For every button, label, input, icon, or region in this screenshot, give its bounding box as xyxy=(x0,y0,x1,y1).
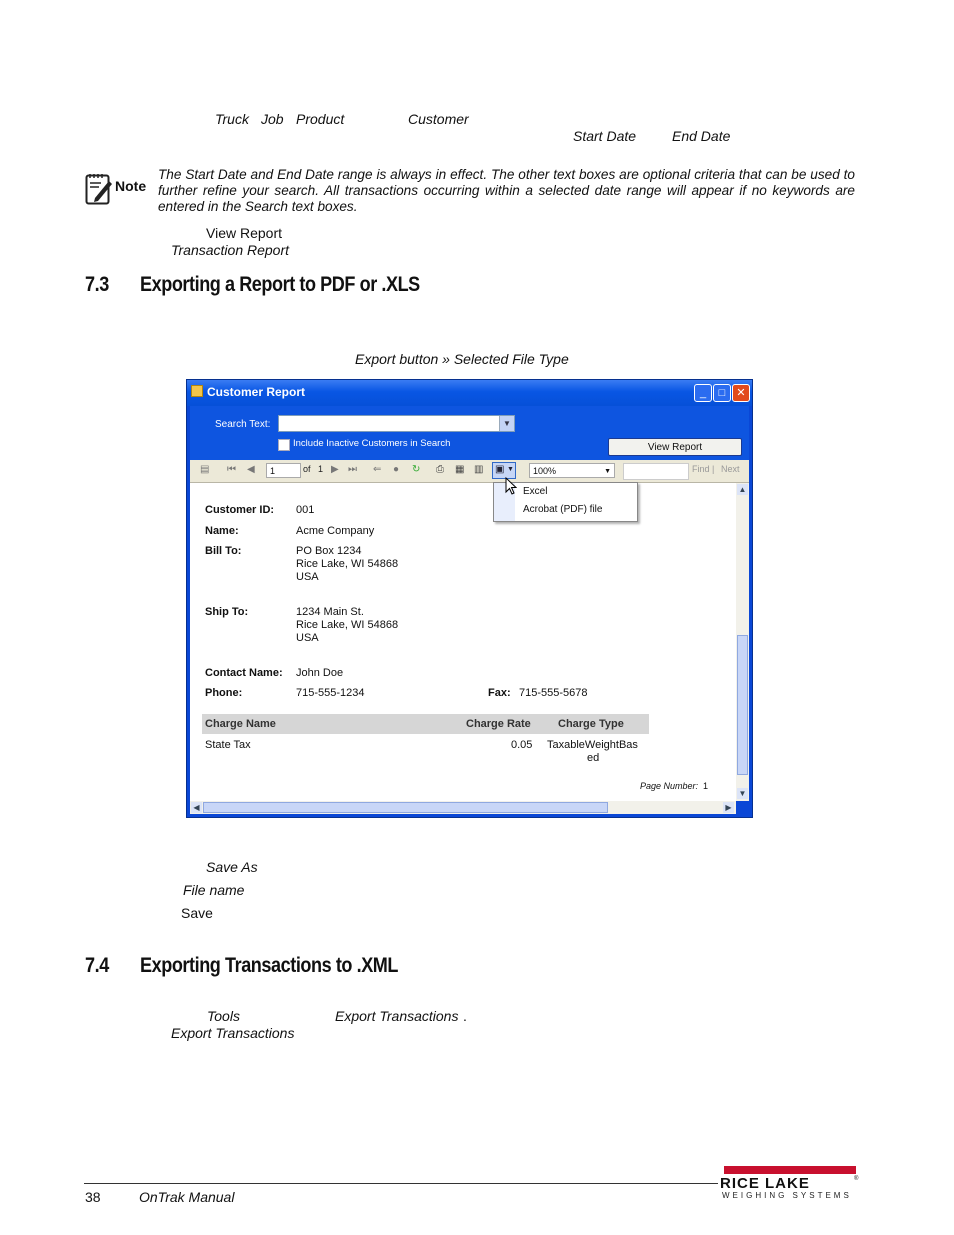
figure-caption: Export button » Selected File Type xyxy=(355,351,569,367)
scroll-right-icon[interactable]: ▶ xyxy=(723,802,734,813)
charge-rate-header: Charge Rate xyxy=(466,718,531,730)
maximize-icon[interactable]: □ xyxy=(713,384,731,402)
export-transactions-text: Export Transactions xyxy=(335,1008,459,1024)
back-icon[interactable]: ⇐ xyxy=(373,464,382,475)
charge-type-cell: TaxableWeightBas xyxy=(547,739,638,751)
tools-text: Tools xyxy=(207,1008,240,1024)
bill-to-line: PO Box 1234 xyxy=(296,545,362,557)
scroll-up-icon[interactable]: ▲ xyxy=(738,485,747,494)
footer-rule xyxy=(84,1183,718,1184)
report-content xyxy=(190,483,736,801)
ship-to-line: USA xyxy=(296,632,319,644)
bill-to-line: Rice Lake, WI 54868 xyxy=(296,558,399,570)
charge-name-header: Charge Name xyxy=(205,718,276,730)
phone-label: Phone: xyxy=(205,687,243,699)
ship-to-line: Rice Lake, WI 54868 xyxy=(296,619,399,631)
find-link[interactable]: Find xyxy=(692,464,710,474)
note-label: Note xyxy=(115,178,147,194)
customer-id-label: Customer ID: xyxy=(205,504,275,516)
start-date-text: Start Date xyxy=(573,128,637,144)
ship-to-label: Ship To: xyxy=(205,606,249,618)
vertical-scroll-thumb[interactable] xyxy=(737,635,748,775)
bill-to-label: Bill To: xyxy=(205,545,242,557)
page-number: 38 xyxy=(85,1189,101,1205)
logo-bar xyxy=(724,1166,856,1174)
save-text: Save xyxy=(181,905,213,921)
vertical-scrollbar[interactable] xyxy=(736,483,749,801)
page-setup-icon[interactable]: ▥ xyxy=(474,464,484,475)
section-7-3-number: 7.3 xyxy=(85,273,109,296)
report-toolbar xyxy=(190,460,749,483)
product-text: Product xyxy=(296,111,345,127)
charge-name-cell: State Tax xyxy=(205,739,251,751)
charge-type-header: Charge Type xyxy=(558,718,624,730)
section-7-4-title: Exporting Transactions to .XML xyxy=(140,954,399,977)
contact-name-value: John Doe xyxy=(296,667,344,679)
title-bar[interactable] xyxy=(187,380,752,406)
view-report-text: View Report xyxy=(206,225,283,241)
search-text-label: Search Text: xyxy=(215,419,271,430)
page-of-label: of xyxy=(303,464,311,474)
name-label: Name: xyxy=(205,525,239,537)
customer-text: Customer xyxy=(408,111,469,127)
zoom-value: 100% xyxy=(533,466,557,476)
chevron-down-icon[interactable]: ▼ xyxy=(499,416,514,431)
next-page-icon[interactable]: ▶ xyxy=(331,464,339,475)
horizontal-scroll-thumb[interactable] xyxy=(203,802,608,813)
include-inactive-checkbox[interactable] xyxy=(278,439,290,451)
view-report-button[interactable]: View Report xyxy=(608,438,742,456)
previous-page-icon[interactable]: ◀ xyxy=(247,464,255,475)
transaction-report-text: Transaction Report xyxy=(171,242,290,258)
chevron-down-icon[interactable]: ▼ xyxy=(604,468,611,475)
find-input[interactable] xyxy=(623,463,689,480)
customer-id-value: 001 xyxy=(296,504,315,516)
rice-lake-logo xyxy=(720,1166,860,1200)
charge-rate-cell: 0.05 xyxy=(511,739,533,751)
toggle-tree-icon[interactable]: ▤ xyxy=(200,464,210,475)
save-icon: ▣ xyxy=(495,464,505,475)
page-number-value: 1 xyxy=(703,781,709,791)
save-as-text: Save As xyxy=(206,859,258,875)
note-text: The Start Date and End Date range is always in effect. The other text boxes are optional criteria that can be used to further refine your search. All transactions occurring within a selected date range will appear if no keywords are entered in the Search text boxes. xyxy=(158,167,855,214)
name-value: Acme Company xyxy=(296,525,375,537)
customer-report-window xyxy=(186,379,753,818)
parameters-panel xyxy=(190,406,749,460)
end-date-text: End Date xyxy=(672,128,731,144)
page-number-input[interactable]: 1 xyxy=(266,463,301,478)
print-icon[interactable]: ⎙ xyxy=(436,464,444,475)
charge-type-cell-wrap: ed xyxy=(587,752,600,764)
app-icon xyxy=(191,385,203,397)
truck-text: Truck xyxy=(215,111,249,127)
logo-main: RICE LAKE xyxy=(720,1175,810,1192)
minimize-icon[interactable]: _ xyxy=(694,384,712,402)
search-text-combo[interactable] xyxy=(278,415,515,432)
stop-icon[interactable]: ● xyxy=(393,464,400,475)
menu-item-pdf[interactable]: Acrobat (PDF) file xyxy=(523,504,603,515)
zoom-select[interactable] xyxy=(529,463,615,478)
refresh-icon[interactable]: ↻ xyxy=(412,464,421,475)
include-inactive-label: Include Inactive Customers in Search xyxy=(293,438,451,449)
job-text: Job xyxy=(261,111,284,127)
scroll-left-icon[interactable]: ◀ xyxy=(191,802,202,813)
period-text: . xyxy=(463,1008,467,1024)
fax-label: Fax: xyxy=(488,687,511,699)
print-layout-icon[interactable]: ▦ xyxy=(455,464,465,475)
scroll-down-icon[interactable]: ▼ xyxy=(738,789,747,798)
logo-sub: WEIGHING SYSTEMS xyxy=(722,1191,852,1200)
section-7-3-title: Exporting a Report to PDF or .XLS xyxy=(140,273,420,296)
menu-item-excel[interactable]: Excel xyxy=(523,486,548,497)
page-total: 1 xyxy=(318,464,324,474)
phone-value: 715-555-1234 xyxy=(296,687,365,699)
fax-value: 715-555-5678 xyxy=(519,687,588,699)
registered-mark: ® xyxy=(854,1176,859,1182)
manual-title: OnTrak Manual xyxy=(139,1189,235,1205)
file-name-text: File name xyxy=(183,882,245,898)
note-icon xyxy=(85,172,113,205)
horizontal-scrollbar[interactable] xyxy=(190,801,736,814)
section-7-4-number: 7.4 xyxy=(85,954,109,977)
close-icon[interactable]: ✕ xyxy=(732,384,750,402)
find-separator: | xyxy=(712,464,715,474)
first-page-icon[interactable]: ⏮ xyxy=(227,464,236,475)
bill-to-line: USA xyxy=(296,571,319,583)
page-number-label: Page Number: xyxy=(640,781,699,791)
export-dropdown-icon[interactable]: ▼ xyxy=(507,466,514,473)
last-page-icon[interactable]: ⏭ xyxy=(348,464,357,475)
ship-to-line: 1234 Main St. xyxy=(296,606,364,618)
mouse-cursor-icon xyxy=(505,477,517,500)
window-title: Customer Report xyxy=(207,385,306,399)
contact-name-label: Contact Name: xyxy=(205,667,283,679)
export-transactions-text-2: Export Transactions xyxy=(171,1025,295,1041)
next-link[interactable]: Next xyxy=(721,464,740,474)
